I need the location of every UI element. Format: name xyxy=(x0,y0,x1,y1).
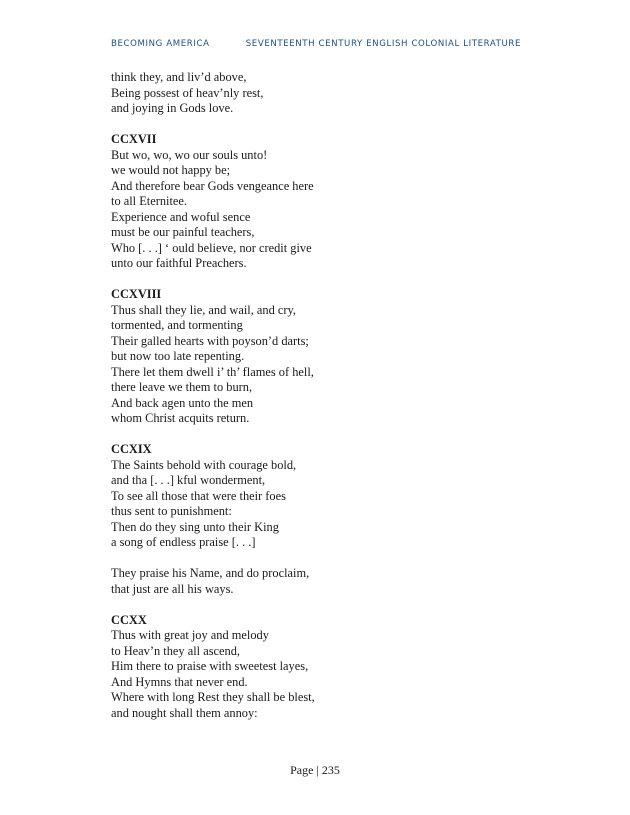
verse-line: Experience and woful sence xyxy=(111,209,251,224)
verse-line: to all Eternitee. xyxy=(111,194,188,208)
stanza xyxy=(111,442,531,551)
poem-body xyxy=(111,70,531,721)
verse-line: think they, and liv’d above, xyxy=(111,70,247,84)
stanza xyxy=(111,613,531,722)
running-header xyxy=(111,39,521,49)
verse-line: They praise his Name, and do proclaim, xyxy=(111,566,310,580)
verse-line: There let them dwell i’ th’ flames of hell, xyxy=(111,364,314,379)
verse-line: tormented, and tormenting xyxy=(111,318,243,332)
stanza-heading: CCXVIII xyxy=(111,287,162,301)
verse-line: must be our painful teachers, xyxy=(111,225,255,239)
verse-line: But wo, wo, wo our souls unto! xyxy=(111,147,268,162)
verse-line: Where with long Rest they shall be blest, xyxy=(111,690,315,704)
verse-line: Him there to praise with sweetest layes, xyxy=(111,659,309,673)
verse-line: thus sent to punishment: xyxy=(111,504,232,518)
verse-line: and tha [. . .] kful wonderment, xyxy=(111,473,266,487)
verse-line: to Heav’n they all ascend, xyxy=(111,643,241,658)
verse-line: Then do they sing unto their King xyxy=(111,519,279,534)
verse-line: And therefore bear Gods vengeance here xyxy=(111,178,314,193)
verse-line: Who [. . .] ‘ ould believe, nor credit give xyxy=(111,240,312,255)
stanza xyxy=(111,287,531,427)
header-section-title: SEVENTEENTH CENTURY ENGLISH COLONIAL LITERATURE xyxy=(245,39,521,49)
header-book-title: BECOMING AMERICA xyxy=(111,39,210,49)
verse-line: unto our faithful Preachers. xyxy=(111,256,247,270)
verse-line: And back agen unto the men xyxy=(111,395,254,410)
verse-line: Thus shall they lie, and wail, and cry, xyxy=(111,302,297,317)
verse-line: but now too late repenting. xyxy=(111,349,245,363)
verse-line: The Saints behold with courage bold, xyxy=(111,457,297,472)
verse-line: Their galled hearts with poyson’d darts; xyxy=(111,333,309,348)
stanza xyxy=(111,70,531,117)
verse-line: and joying in Gods love. xyxy=(111,101,234,115)
stanza-heading: CCXIX xyxy=(111,442,152,456)
stanza-heading: CCXVII xyxy=(111,132,157,146)
stanza xyxy=(111,566,531,597)
verse-line: there leave we them to burn, xyxy=(111,380,253,394)
verse-line: and nought shall them annoy: xyxy=(111,705,258,720)
stanza-heading: CCXX xyxy=(111,612,147,627)
verse-line: we would not happy be; xyxy=(111,163,231,177)
verse-line: whom Christ acquits return. xyxy=(111,411,250,425)
page-number: Page | 235 xyxy=(290,763,340,777)
verse-line: a song of endless praise [. . .] xyxy=(111,535,256,549)
verse-line: that just are all his ways. xyxy=(111,581,234,596)
verse-line: Thus with great joy and melody xyxy=(111,628,269,642)
verse-line: Being possest of heav’nly rest, xyxy=(111,85,264,100)
verse-line: To see all those that were their foes xyxy=(111,488,286,503)
verse-line: And Hymns that never end. xyxy=(111,674,248,689)
stanza xyxy=(111,132,531,272)
